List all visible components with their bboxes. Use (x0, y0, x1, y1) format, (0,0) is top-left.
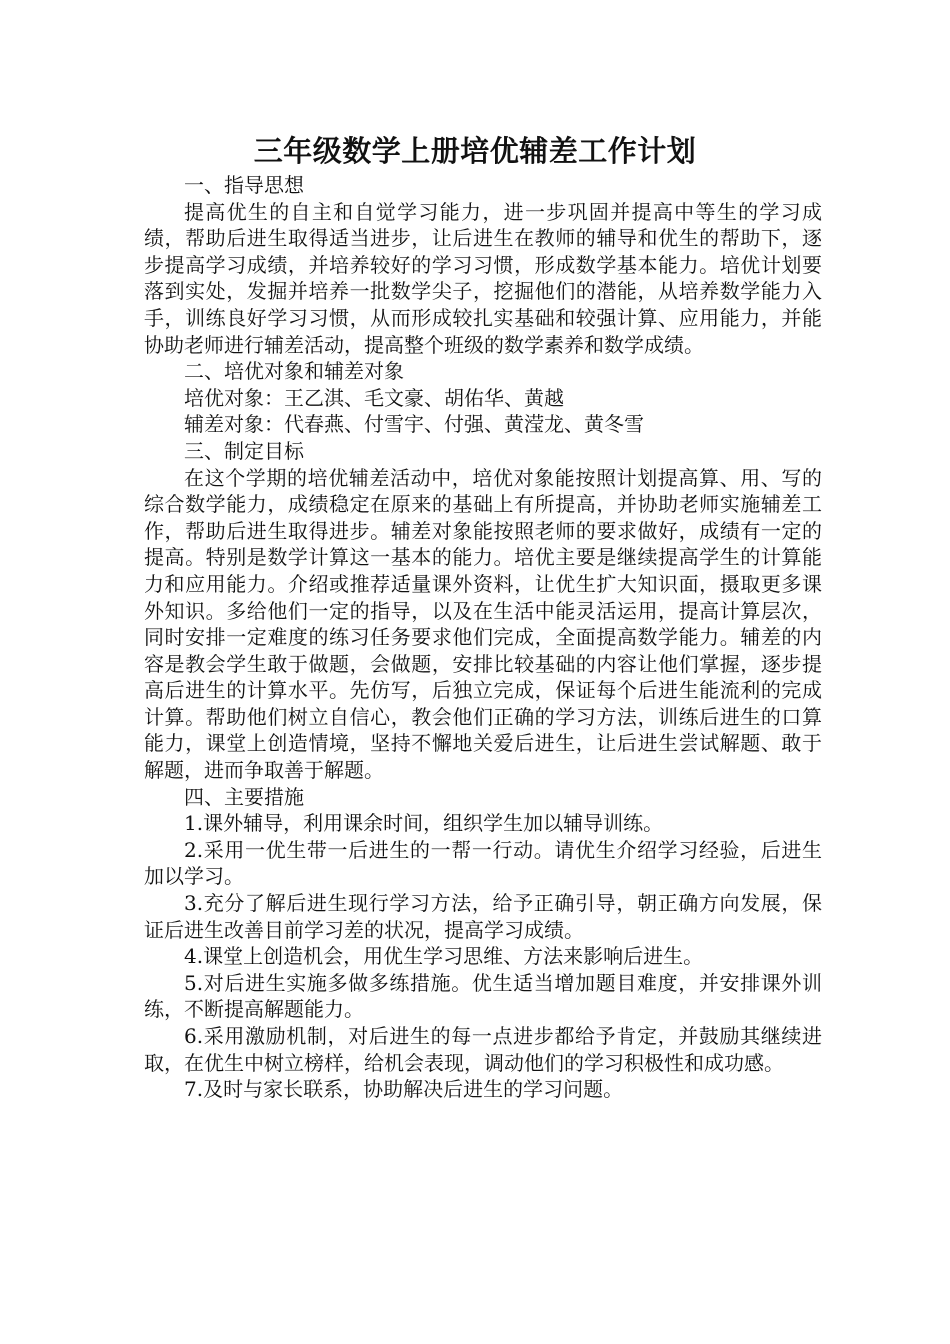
measure-item-3: 3.充分了解后进生现行学习方法，给予正确引导，朝正确方向发展，保证后进生改善目前学习差的状况，提高学习成绩。 (144, 891, 822, 942)
paragraph-goals: 在这个学期的培优辅差活动中，培优对象能按照计划提高算、用、写的综合数学能力，成绩稳定在原来的基础上有所提高，并协助老师实施辅差工作，帮助后进生取得进步。辅差对象能按照老师的要求做好，成绩有一定的提高。特别是数学计算这一基本的能力。培优主要是继续提高学生的计算能力和应用能力。介绍或推荐适量课外资料，让优生扩大知识面，摄取更多课外知识。多给他们一定的指导，以及在生活中能灵活运用，提高计算层次，同时安排一定难度的练习任务要求他们完成，全面提高数学能力。辅差的内容是教会学生敢于做题，会做题，安排比较基础的内容让他们掌握，逐步提高后进生的计算水平。先仿写，后独立完成，保证每个后进生能流利的完成计算。帮助他们树立自信心，教会他们正确的学习方法，训练后进生的口算能力，课堂上创造情境，坚持不懈地关爱后进生，让后进生尝试解题、敢于解题，进而争取善于解题。 (144, 465, 822, 783)
measure-item-6: 6.采用激励机制，对后进生的每一点进步都给予肯定，并鼓励其继续进取，在优生中树立榜样，给机会表现，调动他们的学习积极性和成功感。 (144, 1024, 822, 1075)
measure-item-7: 7.及时与家长联系，协助解决后进生的学习问题。 (184, 1077, 624, 1102)
section-heading-targets: 二、培优对象和辅差对象 (184, 359, 404, 384)
paragraph-top-students: 培优对象：王乙淇、毛文豪、胡佑华、黄越 (184, 385, 564, 410)
paragraph-guiding-ideology: 提高优生的自主和自觉学习能力，进一步巩固并提高中等生的学习成绩，帮助后进生取得适当进步，让后进生在教师的辅导和优生的帮助下，逐步提高学习成绩，并培养较好的学习习惯，形成数学基本能力。培优计划要落到实处，发掘并培养一批数学尖子，挖掘他们的潜能，从培养数学能力入手，训练良好学习习惯，从而形成较扎实基础和较强计算、应用能力，并能协助老师进行辅差活动，提高整个班级的数学素养和数学成绩。 (144, 199, 822, 357)
paragraph-struggling-students: 辅差对象：代春燕、付雪宇、付强、黄滢龙、黄冬雪 (184, 412, 644, 437)
measure-item-2: 2.采用一优生带一后进生的一帮一行动。请优生介绍学习经验，后进生加以学习。 (144, 837, 822, 889)
measure-item-1: 1.课外辅导，利用课余时间，组织学生加以辅导训练。 (184, 811, 664, 836)
document-title: 三年级数学上册培优辅差工作计划 (253, 134, 697, 168)
measure-item-4: 4.课堂上创造机会，用优生学习思维、方法来影响后进生。 (184, 944, 704, 969)
document-body (144, 172, 822, 1103)
section-heading-measures: 四、主要措施 (184, 784, 304, 809)
section-heading-guiding-ideology: 一、指导思想 (184, 173, 304, 197)
measure-item-5: 5.对后进生实施多做多练措施。优生适当增加题目难度，并安排课外训练，不断提高解题能力。 (144, 970, 822, 1022)
section-heading-goals: 三、制定目标 (184, 438, 304, 463)
